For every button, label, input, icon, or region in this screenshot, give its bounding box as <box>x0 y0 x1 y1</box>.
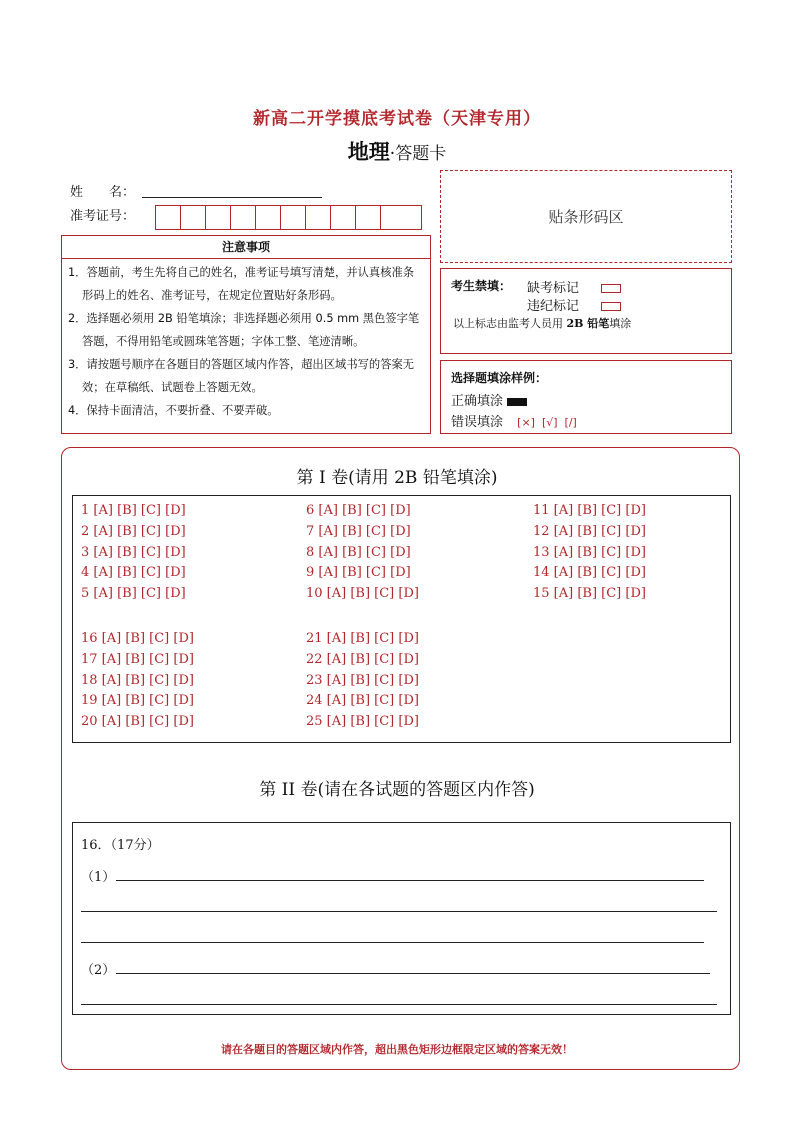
wrong-fill-row <box>451 411 577 430</box>
choice-item[interactable]: 23 [A] [B] [C] [D] <box>306 672 419 688</box>
violation-checkbox[interactable] <box>601 302 621 311</box>
choice-item[interactable]: 9 [A] [B] [C] [D] <box>306 565 411 581</box>
choice-item[interactable]: 5 [A] [B] [C] [D] <box>81 586 186 602</box>
choice-item[interactable]: 18 [A] [B] [C] [D] <box>81 672 194 688</box>
notice-item: 3．请按题号顺序在各题目的答题区域内作答，超出区域书写的答案无效；在草稿纸、试题卷上答题无效。 <box>68 358 415 394</box>
violation-mark-row <box>527 295 621 314</box>
choice-column-1 <box>81 501 186 605</box>
id-digit-box[interactable] <box>331 206 356 229</box>
answer-line[interactable] <box>81 1004 717 1005</box>
notice-heading: 注意事项 <box>62 236 430 259</box>
id-number-boxes[interactable] <box>155 205 422 230</box>
notice-item: 4．保持卡面清洁，不要折叠、不要弄破。 <box>68 404 279 417</box>
notice-item: 2．选择题必须用 2B 铅笔填涂；非选择题必须用 0.5 mm 黑色签字笔答题，不得用铅笔或圆珠笔答题；字体工整、笔迹清晰。 <box>68 312 420 348</box>
id-digit-box[interactable] <box>181 206 206 229</box>
choice-item[interactable]: 13 [A] [B] [C] [D] <box>533 544 646 560</box>
choice-item[interactable]: 20 [A] [B] [C] [D] <box>81 714 194 730</box>
choice-item[interactable]: 19 [A] [B] [C] [D] <box>81 693 194 709</box>
absent-checkbox[interactable] <box>601 284 621 293</box>
question-16-part1-label: （1） <box>81 870 116 885</box>
id-digit-box[interactable] <box>206 206 231 229</box>
answer-line[interactable] <box>116 973 710 974</box>
choice-column-5 <box>306 629 419 733</box>
choice-item[interactable]: 3 [A] [B] [C] [D] <box>81 544 186 560</box>
choice-item[interactable]: 24 [A] [B] [C] [D] <box>306 693 419 709</box>
choice-item[interactable]: 21 [A] [B] [C] [D] <box>306 631 419 646</box>
choice-item[interactable]: 16 [A] [B] [C] [D] <box>81 631 194 646</box>
choice-item[interactable]: 25 [A] [B] [C] [D] <box>306 714 419 730</box>
choice-item[interactable]: 6 [A] [B] [C] [D] <box>306 503 411 518</box>
prohibited-note-bold: 2B 铅笔 <box>566 317 610 330</box>
id-digit-box[interactable] <box>381 206 406 229</box>
correct-fill-row <box>451 390 527 409</box>
notice-list <box>62 259 430 422</box>
absent-mark-row <box>527 277 621 296</box>
choice-item[interactable]: 17 [A] [B] [C] [D] <box>81 651 194 667</box>
prohibited-note-suffix: 填涂 <box>609 317 632 330</box>
prohibited-box <box>440 268 732 354</box>
choice-item[interactable]: 10 [A] [B] [C] [D] <box>306 586 419 602</box>
id-digit-box[interactable] <box>231 206 256 229</box>
id-digit-box[interactable] <box>156 206 181 229</box>
absent-mark-label: 缺考标记 <box>527 281 580 296</box>
answer-line[interactable] <box>116 880 704 881</box>
barcode-area <box>440 170 732 263</box>
exam-title: 新高二开学摸底考试卷（天津专用） <box>253 109 541 129</box>
barcode-label: 贴条形码区 <box>548 208 624 226</box>
choice-item[interactable]: 22 [A] [B] [C] [D] <box>306 651 419 667</box>
section2-title: 第 II 卷(请在各试题的答题区内作答) <box>259 780 535 800</box>
question-16-part2-label: （2） <box>81 963 116 978</box>
choice-item[interactable]: 14 [A] [B] [C] [D] <box>533 565 646 581</box>
sample-title: 选择题填涂样例： <box>451 371 548 385</box>
choice-item[interactable]: 4 [A] [B] [C] [D] <box>81 565 186 581</box>
choice-column-3 <box>533 501 646 605</box>
sample-box <box>440 360 732 434</box>
choice-item[interactable]: 8 [A] [B] [C] [D] <box>306 544 411 560</box>
section1-title: 第 I 卷(请用 2B 铅笔填涂) <box>296 468 498 488</box>
solid-fill-mark <box>507 398 527 406</box>
choice-column-4 <box>81 629 194 733</box>
notice-box <box>61 235 431 434</box>
wrong-fill-marks: [×] [√] [/] <box>517 416 577 429</box>
violation-mark-label: 违纪标记 <box>527 299 580 314</box>
choice-column-2 <box>306 501 419 605</box>
choice-item[interactable]: 15 [A] [B] [C] [D] <box>533 586 646 602</box>
prohibited-note <box>453 315 631 331</box>
footer-warning: 请在各题目的答题区域内作答，超出黑色矩形边框限定区域的答案无效！ <box>221 1043 573 1056</box>
id-digit-box[interactable] <box>256 206 281 229</box>
choice-item[interactable]: 2 [A] [B] [C] [D] <box>81 523 186 539</box>
choice-item[interactable]: 1 [A] [B] [C] [D] <box>81 503 186 518</box>
card-suffix: ·答题卡 <box>389 144 447 164</box>
id-digit-box[interactable] <box>281 206 306 229</box>
name-label: 姓 名： <box>70 185 136 200</box>
id-digit-box[interactable] <box>306 206 331 229</box>
wrong-fill-label: 错误填涂 <box>451 415 504 430</box>
subject-name: 地理 <box>347 139 390 164</box>
card-subtitle <box>0 136 794 166</box>
choice-item[interactable]: 7 [A] [B] [C] [D] <box>306 523 411 539</box>
correct-fill-label: 正确填涂 <box>451 394 504 409</box>
question-16-label: 16．（17分） <box>81 838 160 853</box>
prohibited-note-prefix: 以上标志由监考人员用 <box>453 317 567 330</box>
id-digit-box[interactable] <box>356 206 381 229</box>
answer-area-16[interactable] <box>72 822 731 1015</box>
choice-item[interactable]: 11 [A] [B] [C] [D] <box>533 503 646 518</box>
notice-item: 1．答题前，考生先将自己的姓名，准考证号填写清楚，并认真核准条形码上的姓名、准考证号，在规定位置贴好条形码。 <box>68 266 415 302</box>
id-label: 准考证号： <box>70 209 136 224</box>
choice-item[interactable]: 12 [A] [B] [C] [D] <box>533 523 646 539</box>
answer-line[interactable] <box>81 911 717 912</box>
answer-line[interactable] <box>81 942 704 943</box>
name-field[interactable] <box>142 183 322 198</box>
prohibited-label: 考生禁填： <box>451 279 512 293</box>
